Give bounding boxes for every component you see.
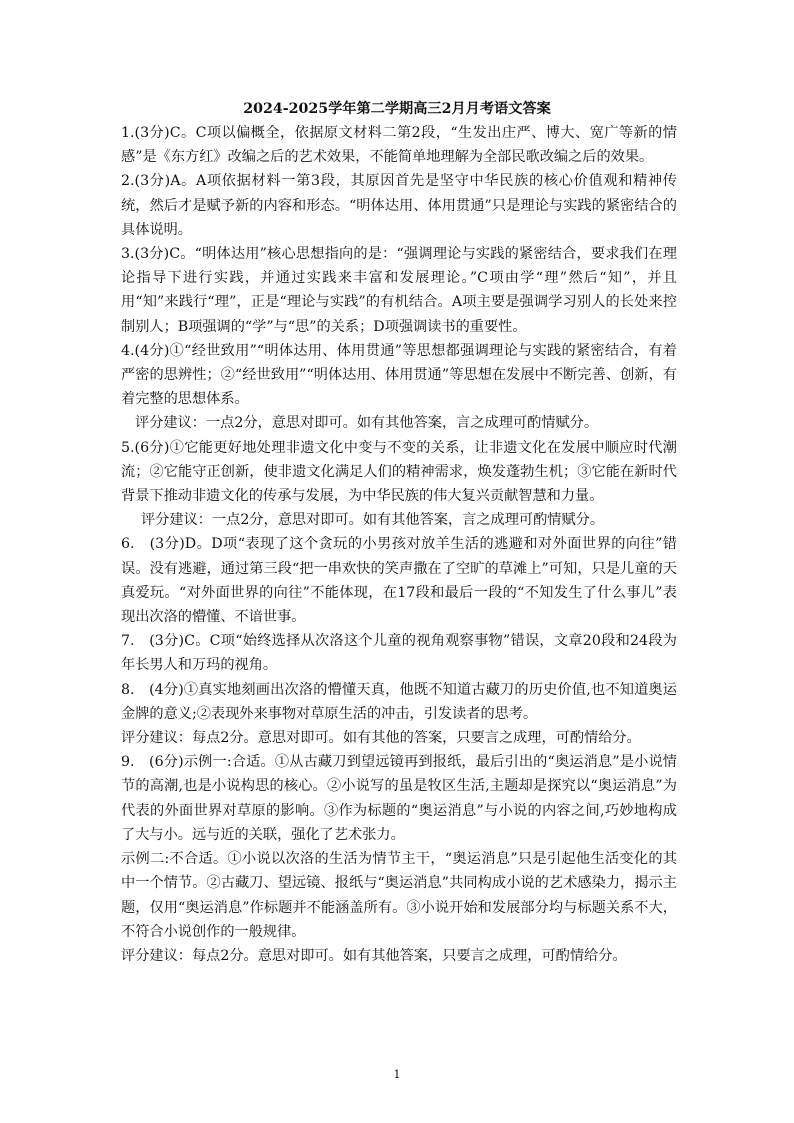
scoring-note-5: 评分建议：一点2分，意思对即可。如有其他答案，言之成理可酌情赋分。: [141, 512, 605, 529]
answer-3: 3.(3分)C。“明体达用”核心思想指向的是：“强调理论与实践的紧密结合，要求我们在理论指导下进行实践，并通过实践来丰富和发展理论。”C项由学“理”然后“知”，并且用“知”来践行“理”，正是“理论与实践”的有机结合。A项主要是强调学习别人的长处来控制别人；B项强调的“学”与“思”的关系；D项强调读书的重要性。: [121, 246, 677, 335]
answer-9-example-1: 9. (6分)示例一:合适。①从古藏刀到望远镜再到报纸，最后引出的“奥运消息”是小说情节的高潮,也是小说构思的核心。②小说写的虽是牧区生活,主题却是探究以“奥运消息”为代表的外面世界对草原的影响。③作为标题的“奥运消息”与小说的内容之间,巧妙地构成了大与小。远与近的关联，强化了艺术张力。: [121, 754, 677, 843]
page-title: 2024-2025学年第二学期高三2月月考语文答案: [243, 101, 551, 117]
scoring-note-8: 评分建议：每点2分。意思对即可。如有其他的答案，只要言之成理，可酌情给分。: [121, 730, 641, 747]
answer-4: 4.(4分)①“经世致用”“明体达用、体用贯通”等思想都强调理论与实践的紧密结合，有着严密的思辨性；②“经世致用”“明体达用、体用贯通”等思想在发展中不断完善、创新，有着完整的思想体系。: [121, 342, 677, 408]
answer-body: [121, 121, 677, 968]
answer-7: 7. (3分)C。C项“始终选择从次洛这个儿童的视角观察事物”错误，文章20段和24段为年长男人和万玛的视角。: [121, 633, 677, 674]
answer-8: 8. (4分)①真实地刻画出次洛的懵懂天真，他既不知道古藏刀的历史价值,也不知道奥运金牌的意义;②表现外来事物对草原生活的冲击，引发读者的思考。: [121, 681, 677, 722]
scoring-note-9: 评分建议：每点2分。意思对即可。如有其他答案，只要言之成理，可酌情给分。: [121, 947, 627, 964]
answer-9-example-2: 示例二:不合适。①小说以次洛的生活为情节主干，“奥运消息”只是引起他生活变化的其中一个情节。②古藏刀、望远镜、报纸与“奥运消息”共同构成小说的艺术感染力，揭示主题，仅用“奥运消息”作标题并不能涵盖所有。③小说开始和发展部分均与标题关系不大，不符合小说创作的一般规律。: [121, 851, 677, 940]
answer-2: 2.(3分)A。A项依据材料一第3段，其原因首先是坚守中华民族的核心价值观和精神传统，然后才是赋予新的内容和形态。“明体达用、体用贯通”只是理论与实践的紧密结合的具体说明。: [121, 173, 677, 238]
answer-1: 1.(3分)C。C项以偏概全，依据原文材料二第2段，“生发出庄严、博大、宽广等新的情感”是《东方红》改编之后的艺术效果，不能简单地理解为全部民歌改编之后的效果。: [121, 125, 677, 166]
answer-6: 6. (3分)D。D项“表现了这个贪玩的小男孩对放羊生活的逃避和对外面世界的向往”错误。没有逃避，通过第三段“把一串欢快的笑声撒在了空旷的草滩上”可知，只是儿童的天真爱玩。“对外面世界的向往”不能体现，在17段和最后一段的“不知发生了什么事儿”表现出次洛的懵懂、不谙世事。: [121, 536, 677, 626]
page-number: 1: [393, 1068, 401, 1081]
answer-5: 5.(6分)①它能更好地处理非遗文化中变与不变的关系，让非遗文化在发展中顺应时代潮流；②它能守正创新，使非遗文化满足人们的精神需求，焕发蓬勃生机；③它能在新时代背景下推动非遗文化的传承与发展，为中华民族的伟大复兴贡献智慧和力量。: [121, 439, 677, 505]
scoring-note-4: 评分建议：一点2分，意思对即可。如有其他答案，言之成理可酌情赋分。: [135, 415, 599, 432]
